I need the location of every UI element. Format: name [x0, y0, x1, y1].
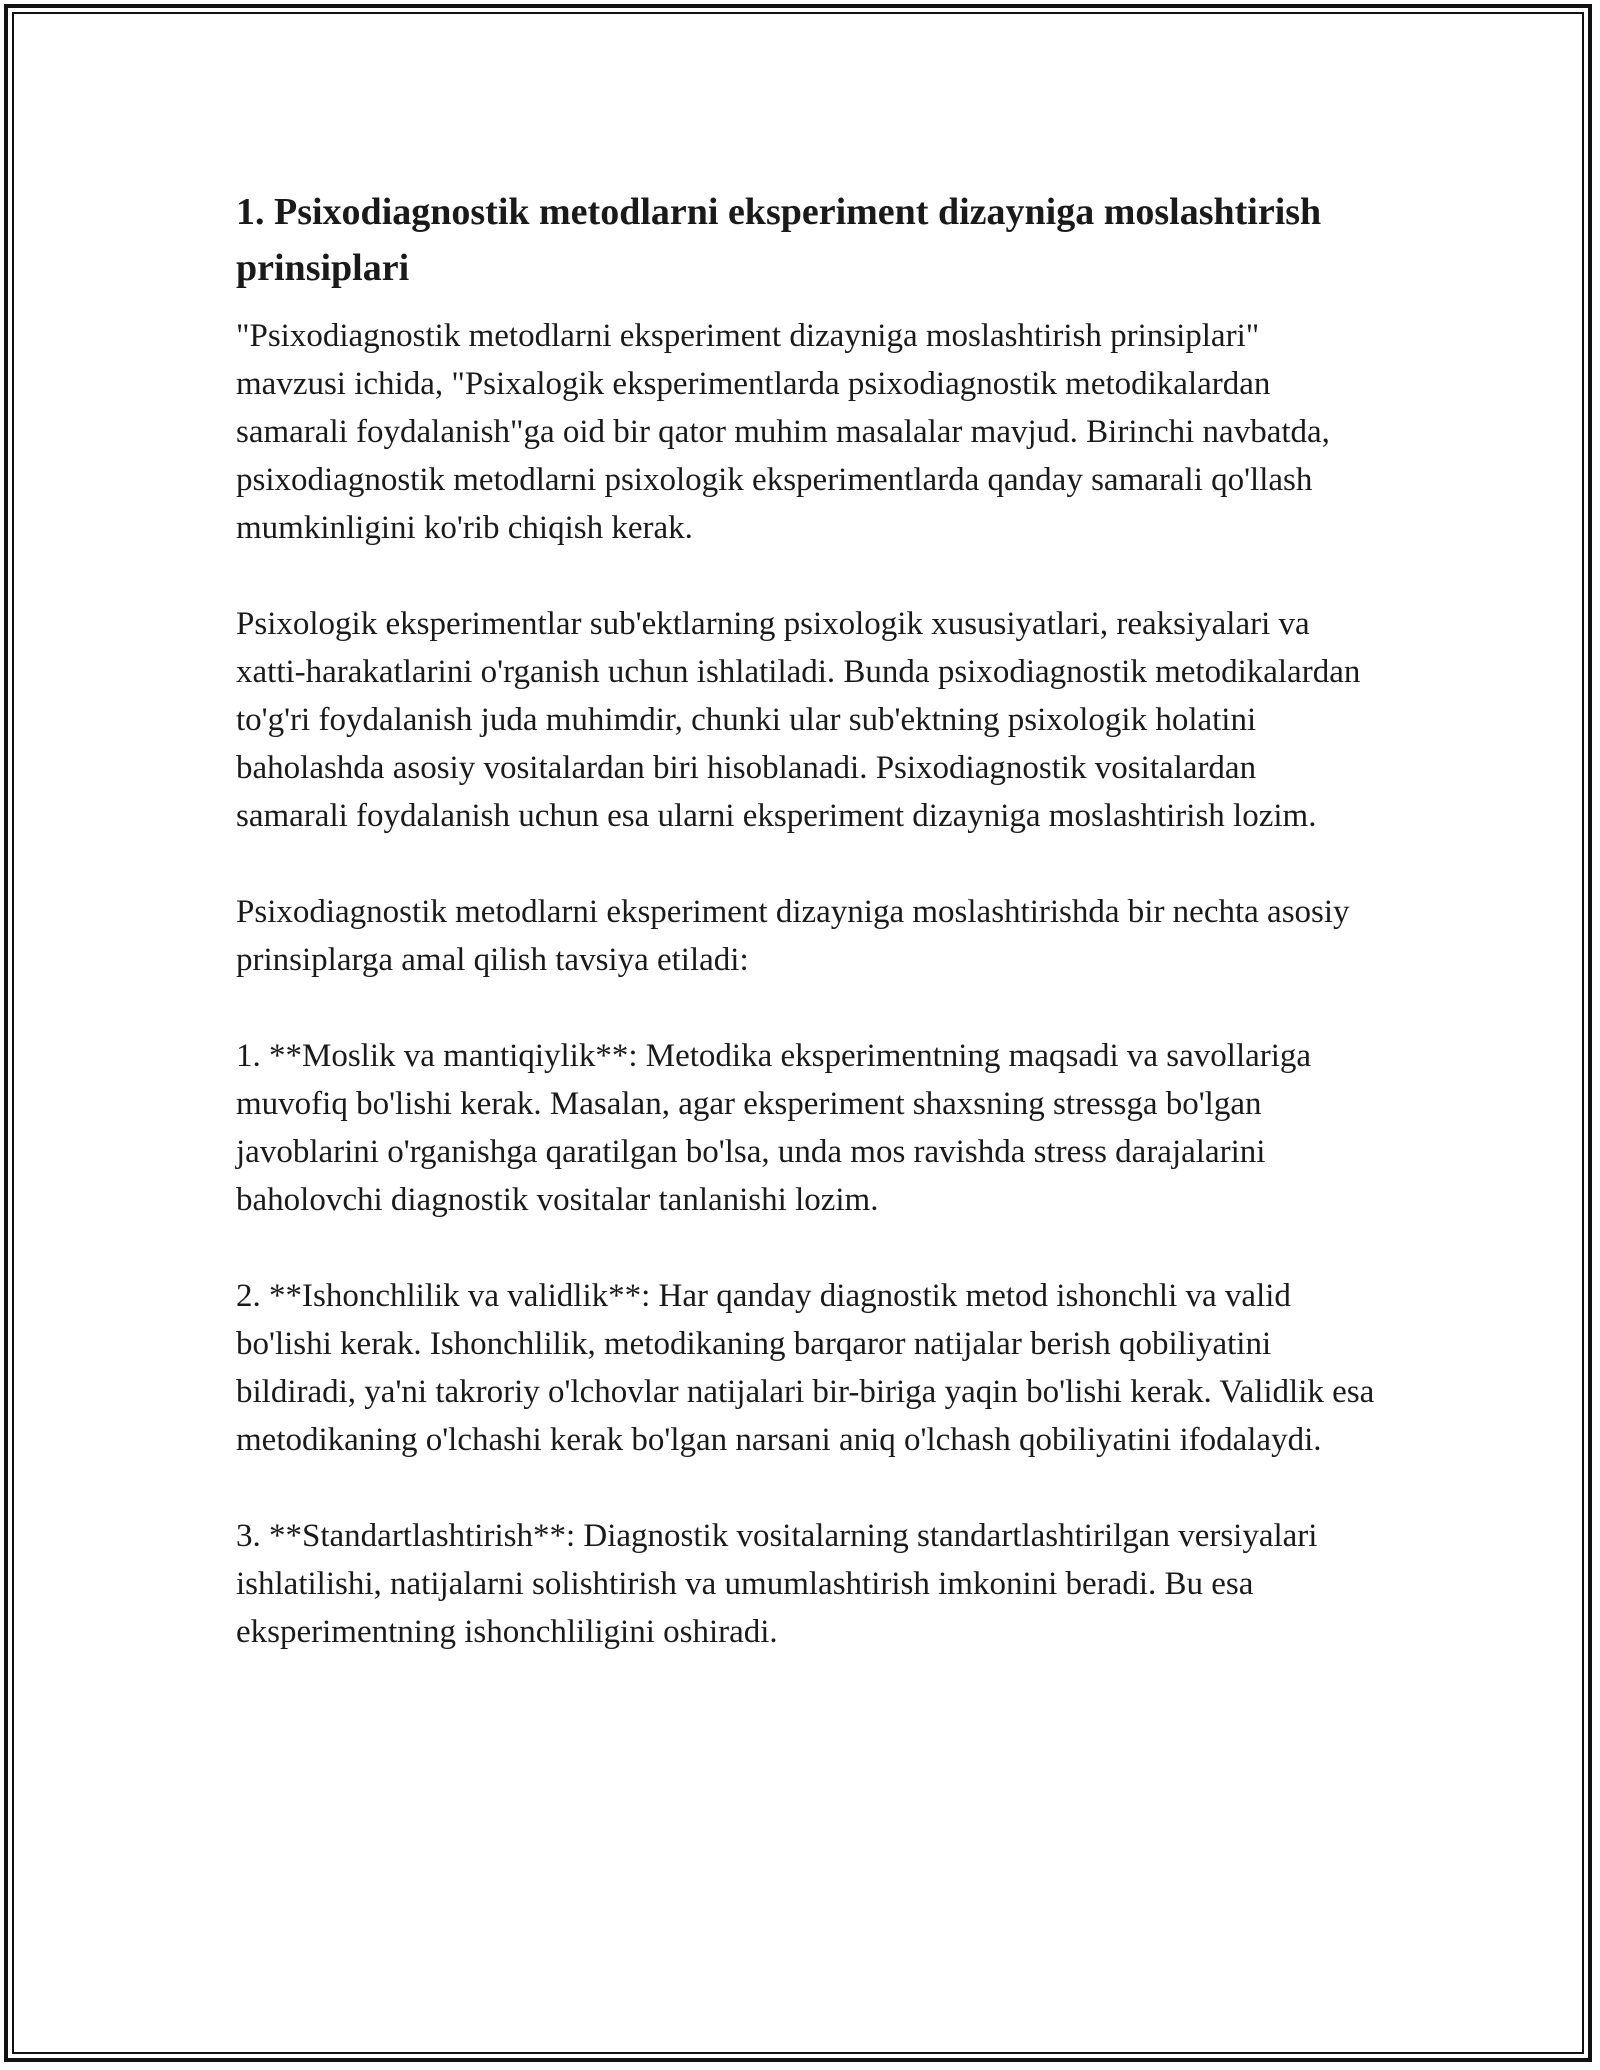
paragraph-experiments: Psixologik eksperimentlar sub'ektlarning psixologik xususiyatlari, reaksiyalari va xatti-harakatlarini o'rganish uchun ishlatiladi. Bunda psixodiagnostik metodikalardan to'g'ri foydalanish juda muhimdir, chunki ular sub'ektning psixologik holatini baholashda asosiy vositalardan biri hisoblanadi. Psixodiagnostik vositalardan samarali foydalanish uchun esa ularni eksperiment dizayniga moslashtirish lozim.: [236, 606, 1361, 834]
paragraph-intro: "Psixodiagnostik metodlarni eksperiment dizayniga moslashtirish prinsiplari" mavzusi ichida, "Psixalogik eksperimentlarda psixodiagnostik metodikalardan samarali foydalanish"ga oid bir qator muhim masalalar mavjud. Birinchi navbatda, psixodiagnostik metodlarni psixologik eksperimentlarda qanday samarali qo'llash mumkinligini ko'rib chiqish kerak.: [236, 318, 1330, 546]
list-item-principle-3: 3. **Standartlashtirish**: Diagnostik vositalarning standartlashtirilgan versiyalari ishlatilishi, natijalarni solishtirish va umumlashtirish imkonini beradi. Bu esa eksperimentning ishonchliligini oshiradi.: [236, 1518, 1318, 1650]
section-heading: 1. Psixodiagnostik metodlarni eksperiment dizayniga moslashtirish prinsiplari: [236, 191, 1322, 289]
document-body: [236, 184, 1376, 1656]
list-item-principle-1: 1. **Moslik va mantiqiylik**: Metodika eksperimentning maqsadi va savollariga muvofiq bo'lishi kerak. Masalan, agar eksperiment shaxsning stressga bo'lgan javoblarini o'rganishga qaratilgan bo'lsa, unda mos ravishda stress darajalarini baholovchi diagnostik vositalar tanlanishi lozim.: [236, 1038, 1312, 1218]
paragraph-principles-lead: Psixodiagnostik metodlarni eksperiment dizayniga moslashtirishda bir nechta asosiy prinsiplarga amal qilish tavsiya etiladi:: [236, 894, 1350, 978]
list-item-principle-2: 2. **Ishonchlilik va validlik**: Har qanday diagnostik metod ishonchli va valid bo'lishi kerak. Ishonchlilik, metodikaning barqaror natijalar berish qobiliyatini bildiradi, ya'ni takroriy o'lchovlar natijalari bir-biriga yaqin bo'lishi kerak. Validlik esa metodikaning o'lchashi kerak bo'lgan narsani aniq o'lchash qobiliyatini ifodalaydi.: [236, 1278, 1375, 1458]
